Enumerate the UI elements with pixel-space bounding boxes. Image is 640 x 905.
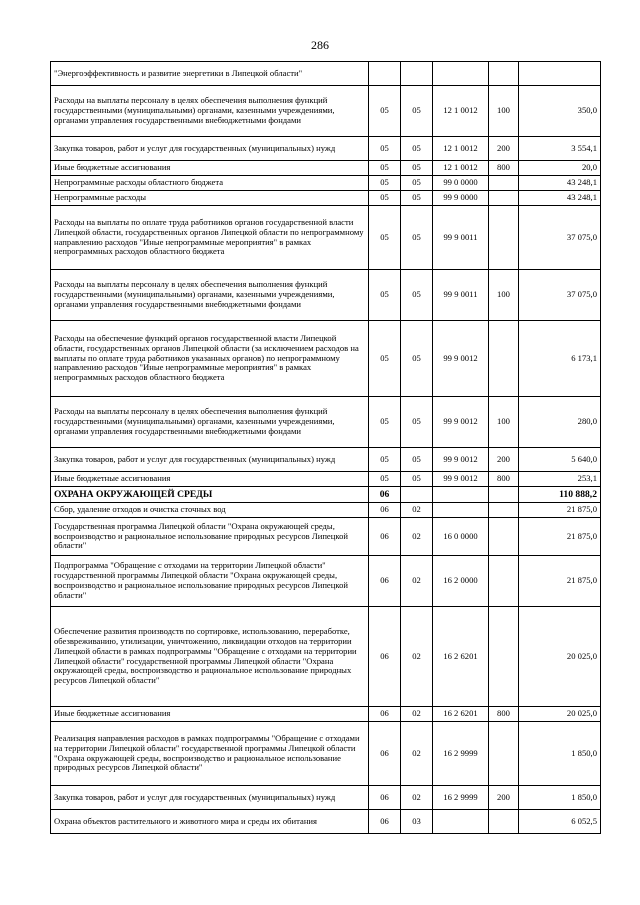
row-name-cell: Расходы на обеспечение функций органов государственной власти Липецкой области, государственных органов Липецкой области (за исключением расходов на выплаты по оплате труда работников указанных органов) по непрограммному направлению расходов "Иные непрограммные мероприятия" в рамках непрограммных расходов областного бюджета	[51, 321, 369, 397]
row-expense-type-code: 200	[489, 137, 519, 161]
row-glav-code: 05	[369, 321, 401, 397]
table-row	[51, 397, 601, 448]
row-section-code: 02	[401, 607, 433, 707]
row-section-code: 03	[401, 810, 433, 834]
row-glav-code: 06	[369, 722, 401, 786]
row-glav-code: 06	[369, 487, 401, 503]
row-target-article-code	[433, 487, 489, 503]
row-expense-type-code: 100	[489, 397, 519, 448]
table-row	[51, 607, 601, 707]
row-expense-type-code	[489, 556, 519, 607]
row-name-cell: Непрограммные расходы областного бюджета	[51, 176, 369, 191]
table-row	[51, 161, 601, 176]
row-target-article-code: 16 2 6201	[433, 707, 489, 722]
row-section-code: 02	[401, 722, 433, 786]
row-glav-code: 05	[369, 161, 401, 176]
table-row	[51, 176, 601, 191]
row-section-code: 02	[401, 707, 433, 722]
row-target-article-code	[433, 62, 489, 86]
row-section-code: 05	[401, 191, 433, 206]
row-section-code: 02	[401, 518, 433, 556]
row-target-article-code: 99 9 0011	[433, 206, 489, 270]
row-section-code: 05	[401, 270, 433, 321]
row-expense-type-code: 800	[489, 161, 519, 176]
row-section-code: 05	[401, 161, 433, 176]
row-amount: 1 850,0	[519, 786, 601, 810]
row-amount: 6 052,5	[519, 810, 601, 834]
row-glav-code: 05	[369, 472, 401, 487]
row-expense-type-code: 100	[489, 270, 519, 321]
row-section-code: 05	[401, 137, 433, 161]
row-glav-code: 05	[369, 270, 401, 321]
row-name-cell: Иные бюджетные ассигнования	[51, 472, 369, 487]
row-target-article-code: 12 1 0012	[433, 86, 489, 137]
row-section-code: 02	[401, 786, 433, 810]
row-section-code: 05	[401, 86, 433, 137]
row-glav-code: 06	[369, 810, 401, 834]
table-row	[51, 206, 601, 270]
budget-table-body	[51, 62, 601, 834]
row-glav-code: 05	[369, 206, 401, 270]
budget-table	[50, 61, 601, 834]
table-row	[51, 137, 601, 161]
row-section-code: 05	[401, 206, 433, 270]
row-name-cell: Расходы на выплаты персоналу в целях обеспечения выполнения функций государственными (муниципальными) органами, казенными учреждениями, органами управления государственными внебюджетными фондами	[51, 270, 369, 321]
section-row	[51, 487, 601, 503]
row-expense-type-code	[489, 503, 519, 518]
row-glav-code: 05	[369, 397, 401, 448]
table-row	[51, 62, 601, 86]
row-name-cell: ОХРАНА ОКРУЖАЮЩЕЙ СРЕДЫ	[51, 487, 369, 503]
row-amount: 3 554,1	[519, 137, 601, 161]
table-row	[51, 556, 601, 607]
table-row	[51, 518, 601, 556]
row-section-code: 05	[401, 321, 433, 397]
row-name-cell: Сбор, удаление отходов и очистка сточных вод	[51, 503, 369, 518]
row-expense-type-code: 100	[489, 86, 519, 137]
table-row	[51, 472, 601, 487]
row-target-article-code: 99 9 0012	[433, 472, 489, 487]
row-glav-code: 06	[369, 503, 401, 518]
row-name-cell: "Энергоэффективность и развитие энергетики в Липецкой области"	[51, 62, 369, 86]
row-glav-code: 06	[369, 707, 401, 722]
table-row	[51, 321, 601, 397]
row-amount: 21 875,0	[519, 518, 601, 556]
row-expense-type-code	[489, 191, 519, 206]
row-glav-code: 05	[369, 86, 401, 137]
row-expense-type-code	[489, 62, 519, 86]
row-amount: 20 025,0	[519, 607, 601, 707]
row-section-code: 02	[401, 503, 433, 518]
row-name-cell: Иные бюджетные ассигнования	[51, 161, 369, 176]
row-name-cell: Иные бюджетные ассигнования	[51, 707, 369, 722]
row-amount: 253,1	[519, 472, 601, 487]
table-row	[51, 191, 601, 206]
row-section-code	[401, 62, 433, 86]
row-name-cell: Расходы на выплаты по оплате труда работников органов государственной власти Липецкой области, государственных органов Липецкой области по непрограммному направлению расходов "Иные непрограммные мероприятия" в рамках непрограммных расходов областного бюджета	[51, 206, 369, 270]
row-target-article-code	[433, 810, 489, 834]
row-name-cell: Закупка товаров, работ и услуг для государственных (муниципальных) нужд	[51, 137, 369, 161]
row-glav-code: 05	[369, 448, 401, 472]
row-name-cell: Подпрограмма "Обращение с отходами на территории Липецкой области" государственной программы Липецкой области "Охрана окружающей среды, воспроизводство и рациональное использование природных ресурсов Липецкой области"	[51, 556, 369, 607]
row-expense-type-code	[489, 607, 519, 707]
row-amount	[519, 62, 601, 86]
row-glav-code: 06	[369, 556, 401, 607]
row-name-cell: Реализация направления расходов в рамках подпрограммы "Обращение с отходами на территории Липецкой области" государственной программы Липецкой области "Охрана окружающей среды, воспроизводство и рациональное использование природных ресурсов Липецкой области"	[51, 722, 369, 786]
row-amount: 1 850,0	[519, 722, 601, 786]
row-expense-type-code	[489, 722, 519, 786]
row-glav-code: 05	[369, 191, 401, 206]
row-amount: 21 875,0	[519, 556, 601, 607]
table-row	[51, 503, 601, 518]
row-expense-type-code	[489, 487, 519, 503]
row-expense-type-code	[489, 176, 519, 191]
row-target-article-code: 16 2 9999	[433, 722, 489, 786]
row-target-article-code: 99 9 0000	[433, 191, 489, 206]
row-amount: 21 875,0	[519, 503, 601, 518]
row-expense-type-code: 800	[489, 472, 519, 487]
row-target-article-code	[433, 503, 489, 518]
row-name-cell: Непрограммные расходы	[51, 191, 369, 206]
row-glav-code: 05	[369, 137, 401, 161]
row-glav-code	[369, 62, 401, 86]
row-amount: 20 025,0	[519, 707, 601, 722]
row-target-article-code: 16 0 0000	[433, 518, 489, 556]
table-row	[51, 786, 601, 810]
row-amount: 350,0	[519, 86, 601, 137]
table-row	[51, 270, 601, 321]
row-amount: 110 888,2	[519, 487, 601, 503]
row-amount: 280,0	[519, 397, 601, 448]
row-target-article-code: 12 1 0012	[433, 137, 489, 161]
row-name-cell: Закупка товаров, работ и услуг для государственных (муниципальных) нужд	[51, 448, 369, 472]
row-amount: 6 173,1	[519, 321, 601, 397]
row-section-code: 02	[401, 556, 433, 607]
row-glav-code: 06	[369, 786, 401, 810]
table-row	[51, 707, 601, 722]
table-row	[51, 448, 601, 472]
row-target-article-code: 99 9 0012	[433, 321, 489, 397]
page-number: 286	[311, 38, 329, 52]
row-amount: 37 075,0	[519, 206, 601, 270]
row-expense-type-code: 800	[489, 707, 519, 722]
row-expense-type-code	[489, 321, 519, 397]
row-target-article-code: 99 0 0000	[433, 176, 489, 191]
row-glav-code: 06	[369, 607, 401, 707]
row-target-article-code: 16 2 6201	[433, 607, 489, 707]
row-glav-code: 05	[369, 176, 401, 191]
row-target-article-code: 99 9 0012	[433, 448, 489, 472]
row-amount: 43 248,1	[519, 176, 601, 191]
row-target-article-code: 16 2 9999	[433, 786, 489, 810]
row-amount: 37 075,0	[519, 270, 601, 321]
row-section-code: 05	[401, 176, 433, 191]
row-target-article-code: 16 2 0000	[433, 556, 489, 607]
row-target-article-code: 99 9 0011	[433, 270, 489, 321]
row-name-cell: Обеспечение развития производств по сортировке, использованию, переработке, обезвреживанию, утилизации, уничтожению, ликвидации отходов на территории Липецкой области в рамках подпрограммы "Обращение с отходами на территории Липецкой области" государственной программы Липецкой области "Охрана окружающей среды, воспроизводство и рациональное использование природных ресурсов Липецкой области"	[51, 607, 369, 707]
row-section-code: 05	[401, 448, 433, 472]
row-section-code	[401, 487, 433, 503]
table-row	[51, 810, 601, 834]
row-amount: 43 248,1	[519, 191, 601, 206]
row-name-cell: Расходы на выплаты персоналу в целях обеспечения выполнения функций государственными (муниципальными) органами, казенными учреждениями, органами управления государственными внебюджетными фондами	[51, 397, 369, 448]
row-name-cell: Государственная программа Липецкой области "Охрана окружающей среды, воспроизводство и рациональное использование природных ресурсов Липецкой области"	[51, 518, 369, 556]
row-target-article-code: 12 1 0012	[433, 161, 489, 176]
row-section-code: 05	[401, 397, 433, 448]
row-expense-type-code	[489, 518, 519, 556]
row-expense-type-code	[489, 206, 519, 270]
row-expense-type-code	[489, 810, 519, 834]
row-name-cell: Закупка товаров, работ и услуг для государственных (муниципальных) нужд	[51, 786, 369, 810]
table-row	[51, 86, 601, 137]
row-target-article-code: 99 9 0012	[433, 397, 489, 448]
row-amount: 5 640,0	[519, 448, 601, 472]
row-name-cell: Расходы на выплаты персоналу в целях обеспечения выполнения функций государственными (муниципальными) органами, казенными учреждениями, органами управления государственными внебюджетными фондами	[51, 86, 369, 137]
table-row	[51, 722, 601, 786]
row-amount: 20,0	[519, 161, 601, 176]
row-section-code: 05	[401, 472, 433, 487]
row-expense-type-code: 200	[489, 448, 519, 472]
row-glav-code: 06	[369, 518, 401, 556]
row-expense-type-code: 200	[489, 786, 519, 810]
row-name-cell: Охрана объектов растительного и животного мира и среды их обитания	[51, 810, 369, 834]
